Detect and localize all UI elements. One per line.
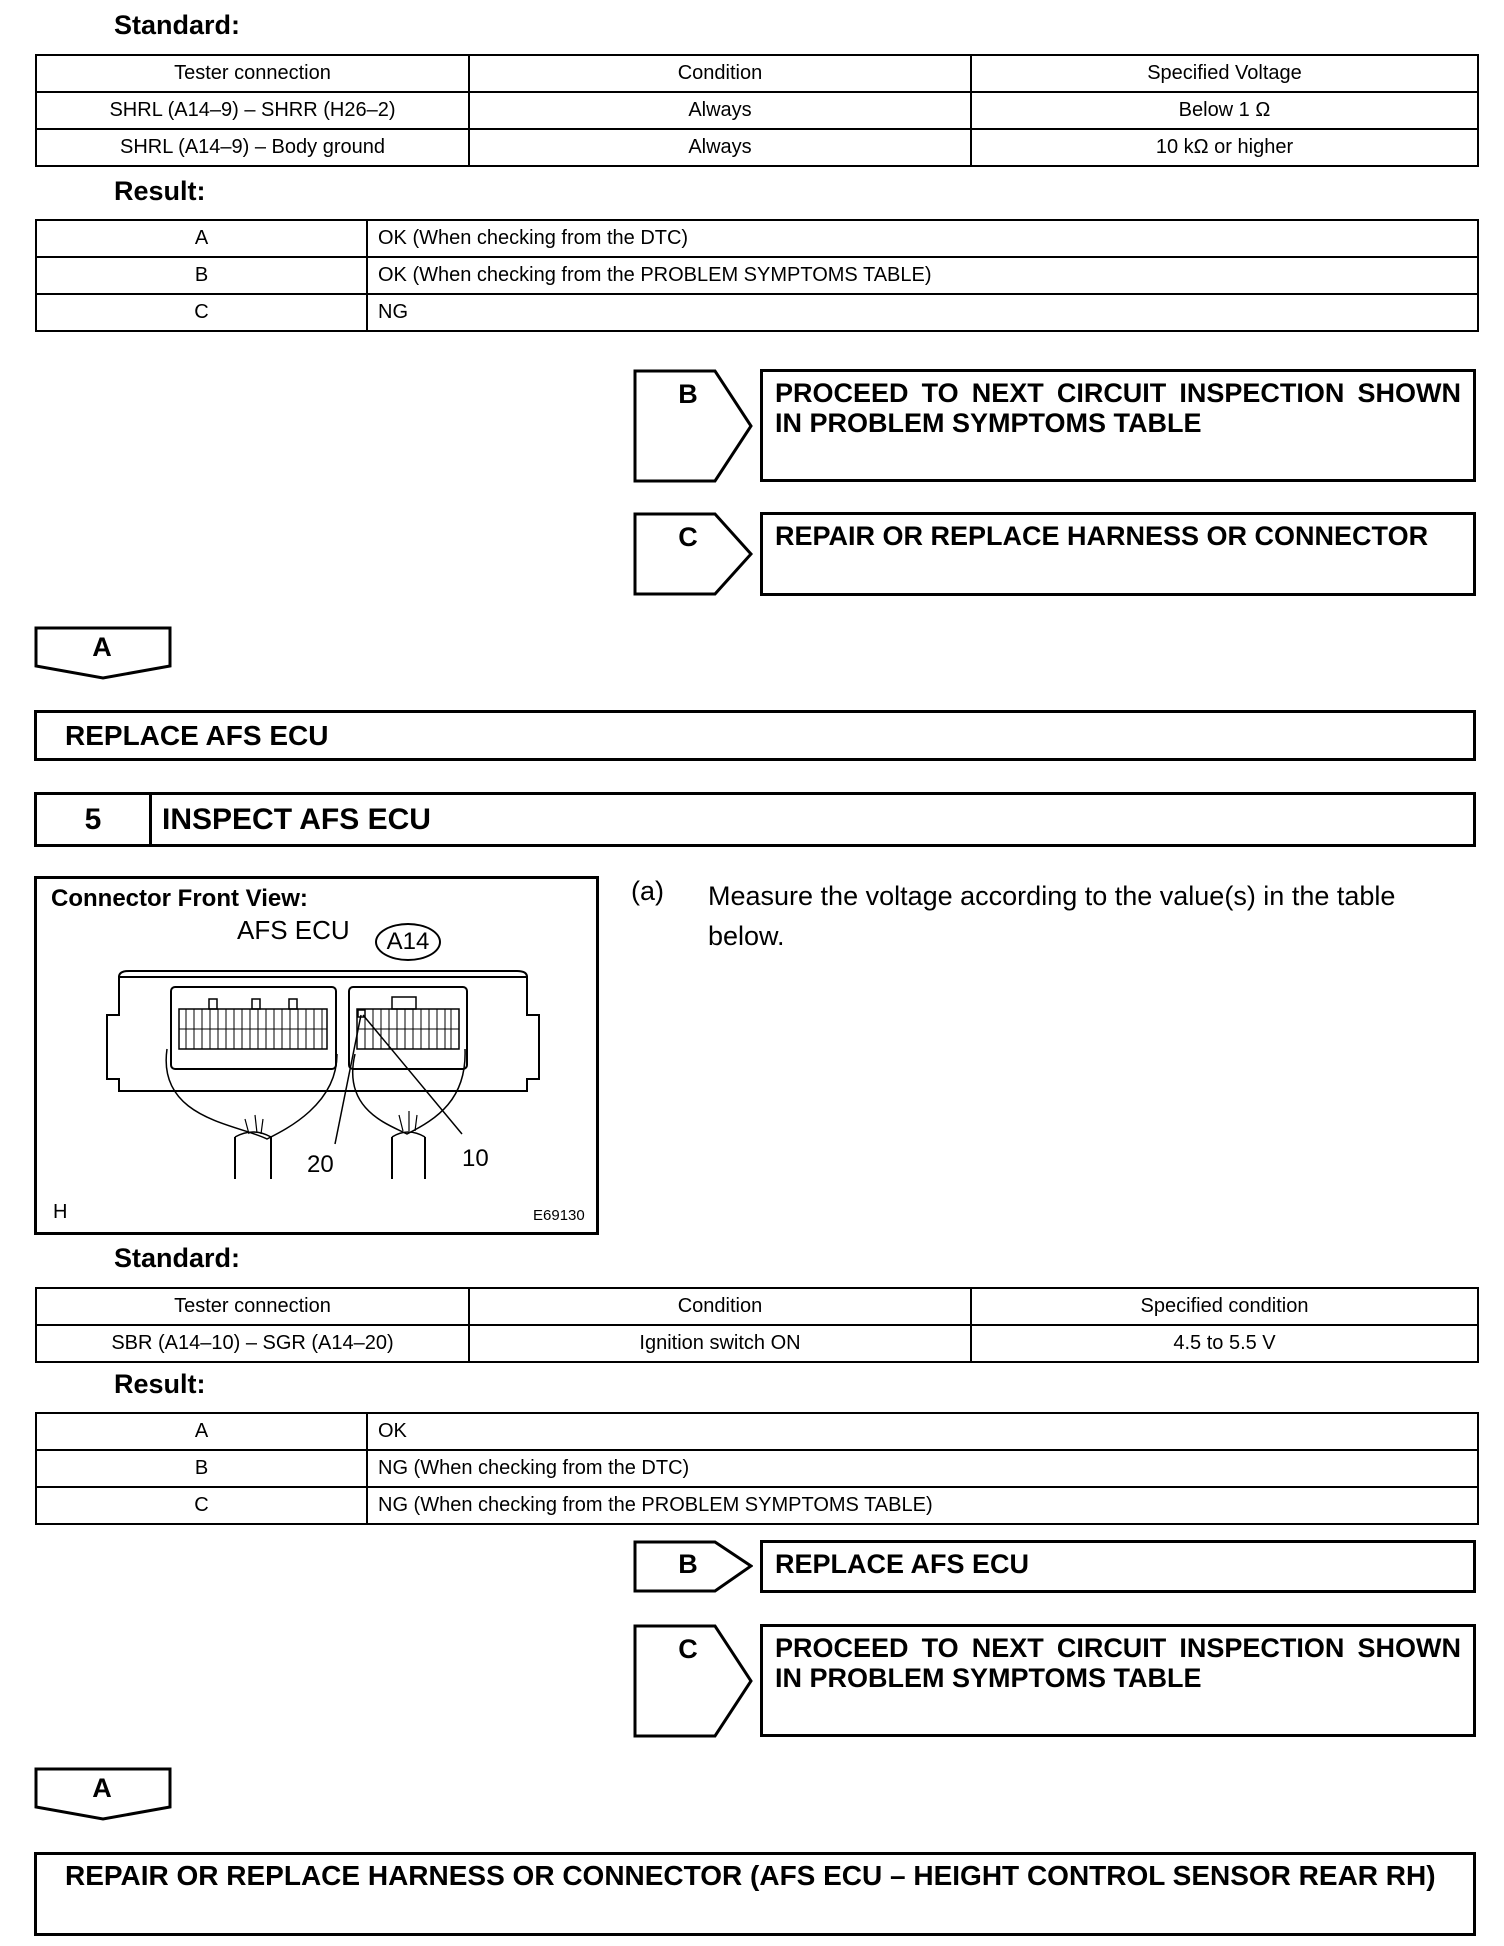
pin-10-label: 10 <box>462 1145 489 1172</box>
table-cell: SHRL (A14–9) – Body ground <box>36 129 469 166</box>
table-row <box>36 257 1478 294</box>
result-code: C <box>36 1487 367 1524</box>
result-text: NG (When checking from the DTC) <box>367 1450 1478 1487</box>
header-cell: Tester connection <box>36 1288 469 1325</box>
connector-right <box>349 987 467 1069</box>
result-text: OK (When checking from the DTC) <box>367 220 1478 257</box>
branch-b-arrow <box>633 1540 753 1593</box>
header-cell: Specified Voltage <box>971 55 1478 92</box>
branch-b-action: PROCEED TO NEXT CIRCUIT INSPECTION SHOWN IN PROBLEM SYMPTOMS TABLE <box>760 369 1476 482</box>
branch-c-arrow <box>633 1624 753 1738</box>
branch-letter: C <box>678 1634 698 1664</box>
header-cell: Specified condition <box>971 1288 1478 1325</box>
branch-a-arrow <box>34 1767 174 1822</box>
header-cell: Condition <box>469 55 971 92</box>
branch-b-action: REPLACE AFS ECU <box>760 1540 1476 1593</box>
result-text: OK <box>367 1413 1478 1450</box>
table-cell: SBR (A14–10) – SGR (A14–20) <box>36 1325 469 1362</box>
branch-a-arrow <box>34 626 174 681</box>
table-cell: Below 1 Ω <box>971 92 1478 129</box>
figure-corner-label: H <box>53 1201 68 1223</box>
figure-component-label: AFS ECU <box>237 915 350 945</box>
result-code: A <box>36 1413 367 1450</box>
result-text: NG (When checking from the PROBLEM SYMPTOMS TABLE) <box>367 1487 1478 1524</box>
pin-20-label: 20 <box>307 1151 334 1178</box>
header-cell: Tester connection <box>36 55 469 92</box>
table-row <box>36 1487 1478 1524</box>
table-row <box>36 220 1478 257</box>
table-cell: Always <box>469 129 971 166</box>
result-heading-5: Result: <box>114 1369 206 1399</box>
result-code: C <box>36 294 367 331</box>
table-cell: 10 kΩ or higher <box>971 129 1478 166</box>
table-cell: Ignition switch ON <box>469 1325 971 1362</box>
instruction-marker: (a) <box>631 876 664 906</box>
branch-letter: B <box>678 379 698 409</box>
branch-letter: A <box>92 1773 112 1803</box>
figure-id: E69130 <box>533 1207 585 1224</box>
branch-c-action: PROCEED TO NEXT CIRCUIT INSPECTION SHOWN IN PROBLEM SYMPTOMS TABLE <box>760 1624 1476 1737</box>
table-row <box>36 1325 1478 1362</box>
table-header-row <box>36 1288 1478 1325</box>
result-code: B <box>36 257 367 294</box>
standard-table-1 <box>35 54 1479 167</box>
result-table-5 <box>35 1412 1479 1525</box>
branch-letter: B <box>678 1549 698 1579</box>
action-box-repair-harness: REPAIR OR REPLACE HARNESS OR CONNECTOR (AFS ECU – HEIGHT CONTROL SENSOR REAR RH) <box>34 1852 1476 1936</box>
connector-drawing <box>37 879 596 1232</box>
table-cell: Always <box>469 92 971 129</box>
branch-letter: C <box>678 522 698 552</box>
branch-c-arrow <box>633 512 753 596</box>
table-row <box>36 1450 1478 1487</box>
table-row <box>36 294 1478 331</box>
standard-heading-1: Standard: <box>114 10 241 40</box>
table-cell: SHRL (A14–9) – SHRR (H26–2) <box>36 92 469 129</box>
branch-c-action: REPAIR OR REPLACE HARNESS OR CONNECTOR <box>760 512 1476 596</box>
standard-heading-5: Standard: <box>114 1243 241 1273</box>
table-cell: 4.5 to 5.5 V <box>971 1325 1478 1362</box>
result-text: OK (When checking from the PROBLEM SYMPTOMS TABLE) <box>367 257 1478 294</box>
action-box-replace-ecu: REPLACE AFS ECU <box>34 710 1476 761</box>
result-code: B <box>36 1450 367 1487</box>
result-code: A <box>36 220 367 257</box>
branch-letter: A <box>92 632 112 662</box>
result-text: NG <box>367 294 1478 331</box>
instruction-text: Measure the voltage according to the value(s) in the table below. <box>708 881 1396 951</box>
connector-id-badge: A14 <box>375 923 441 961</box>
table-row <box>36 1413 1478 1450</box>
figure-title: Connector Front View: <box>51 885 308 912</box>
table-row <box>36 129 1478 166</box>
step-title: INSPECT AFS ECU <box>162 803 431 836</box>
header-cell: Condition <box>469 1288 971 1325</box>
result-heading-1: Result: <box>114 176 206 206</box>
step-number: 5 <box>37 795 152 844</box>
branch-b-arrow <box>633 369 753 483</box>
connector-figure <box>34 876 599 1235</box>
step-header <box>34 792 1476 847</box>
table-row <box>36 92 1478 129</box>
standard-table-5 <box>35 1287 1479 1363</box>
result-table-1 <box>35 219 1479 332</box>
table-header-row <box>36 55 1478 92</box>
